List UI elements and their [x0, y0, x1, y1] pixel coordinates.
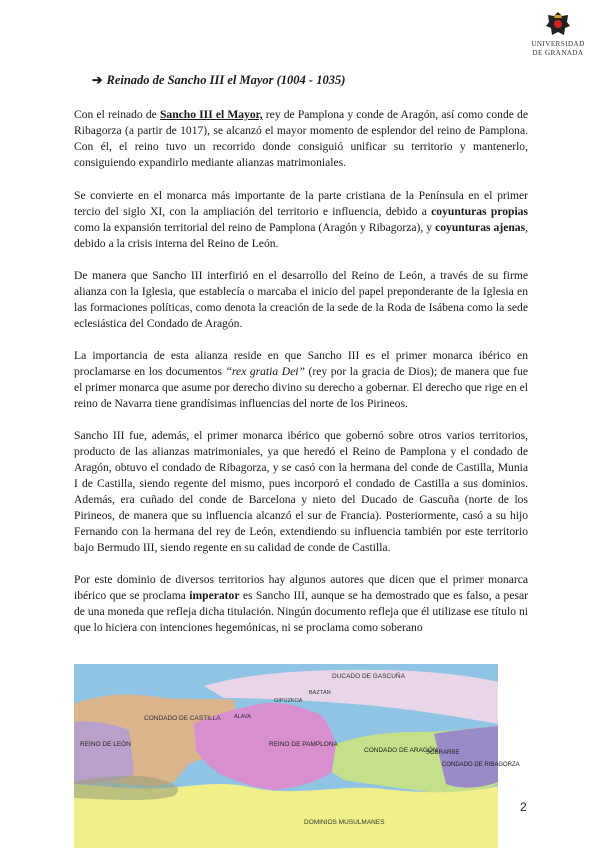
map-label-baztan: BAZTÁN [309, 690, 331, 696]
map-region-leon [74, 721, 134, 784]
paragraph-1 [74, 107, 528, 171]
paragraph-3 [74, 268, 528, 332]
p5-text: Sancho III fue, además, el primer monarca ibérico que gobernó sobre otros varios territorios, producto de las alianzas matrimoniales, ya que heredó el Reino de Pamplona y el condado de Aragón, obtuvo el condado de Ribagorza, y se casó con la hermana del conde de Castilla, Munia I de Castilla, siendo regente del mismo, pues incorporó el condado de Castilla a sus dominios. Además, era cuñado del conde de Barcelona y nieto del Ducado de Gascuña (norte de los Pirineos, de manera que su influencia alcanzó el sur de Francia). Posteriormente, casó a su hijo Fernando con la hermana del rey de León, extendiendo su influencia también por este territorio bajo Bermudo III, siendo regente en su calidad de conde de Castilla. [74, 429, 528, 554]
p6-text-a: Por este dominio de diversos territorios hay algunos autores que dicen que el primer monarca ibérico que se proclama [74, 573, 528, 602]
p1-text-b: rey de Pamplona y conde de Aragón, así como conde de Ribagorza (a partir de 1017), se alcanzó el mayor momento de esplendor del reino de Pamplona. Con él, el reino tuvo un recorrido donde consiguió unificar su territorio y mantenerlo, consiguiendo expandirlo mediante alianzas matrimoniales. [74, 108, 528, 169]
p2-bold-1: coyunturas propias [431, 205, 528, 218]
paragraph-5 [74, 428, 528, 556]
logo-text-line2: DE GRANADA [532, 49, 584, 57]
paragraph-2 [74, 188, 528, 252]
p1-bold-name: Sancho III el Mayor, [159, 108, 263, 121]
coat-of-arms-icon [543, 10, 573, 40]
p4-text-b: (rey por la gracia de Dios); de manera que fue el primer monarca que asume por derecho divino su derecho a gobernar. El derecho que rige en el reino de Navarra tiene grandísimas influencias del norte de los Pirineos. [74, 365, 528, 410]
map-svg [74, 664, 520, 848]
p4-text-a: La importancia de esta alianza reside en que Sancho III es el primer monarca ibérico en proclamarse en los documentos [74, 349, 528, 378]
p2-text-c: como la expansión territorial del reino de Pamplona (Aragón y Ribagorza), y [74, 221, 436, 234]
heading-title: Reinado de Sancho III el Mayor (1004 - 1035) [106, 73, 346, 87]
map-label-castilla: CONDADO DE CASTILLA [144, 715, 221, 722]
arrow-icon: ➔ [92, 73, 103, 87]
p1-text-a: Con el reinado de [74, 108, 160, 121]
section-heading [92, 72, 345, 88]
p6-bold: imperator [189, 589, 240, 602]
map-label-ribagorza: CONDADO DE RIBAGORZA [442, 762, 520, 768]
map-label-alava: ÁLAVA [234, 714, 251, 720]
p2-bold-2: coyunturas ajenas [435, 221, 526, 234]
university-logo [528, 10, 588, 58]
p2-text-a: Se convierte en el monarca más importante de la parte cristiana de la Península en el primer tercio del siglo XI, con la ampliación del territorio e influencia, debido a [74, 189, 528, 218]
map-label-pamplona: REINO DE PAMPLONA [269, 741, 338, 748]
map-label-leon: REINO DE LEÓN [80, 741, 131, 748]
map-label-gascuna: DUCADO DE GASCUÑA [332, 673, 405, 680]
map-label-aragon: CONDADO DE ARAGÓN [364, 747, 438, 754]
p3-text: De manera que Sancho III interfirió en el desarrollo del Reino de León, a través de su firme alianza con la Iglesia, que establecía o marcaba el inicio del papel preponderante de la Iglesia en las formaciones políticas, como denota la creación de la sede de la Roda de Isábena como la sede eclesiástica del Condado de Aragón. [74, 269, 528, 330]
p2-text-d: , debido a la crisis interna del Reino de León. [74, 221, 528, 250]
map-label-sobrarbe: SOBRARBE [426, 750, 460, 756]
paragraph-4 [74, 348, 528, 412]
p4-italic: “rex gratia Dei” [225, 365, 305, 378]
historical-map [74, 664, 520, 848]
logo-text-line1: UNIVERSIDAD [531, 40, 585, 48]
map-label-gipuzkoa: GIPUZKOA [274, 698, 303, 704]
p6-text-c: es Sancho III, aunque se ha demostrado que es falso, a pesar de una moneda que refleja dicha titulación. Ningún documento refleja que él utilizase ese título ni que lo hiciera con intenciones hegemónicas, ni se proclama como soberano [74, 589, 528, 634]
map-label-musulmanes: DOMINIOS MUSULMANES [304, 819, 385, 826]
page-number: 2 [520, 800, 527, 814]
paragraph-6 [74, 572, 528, 636]
